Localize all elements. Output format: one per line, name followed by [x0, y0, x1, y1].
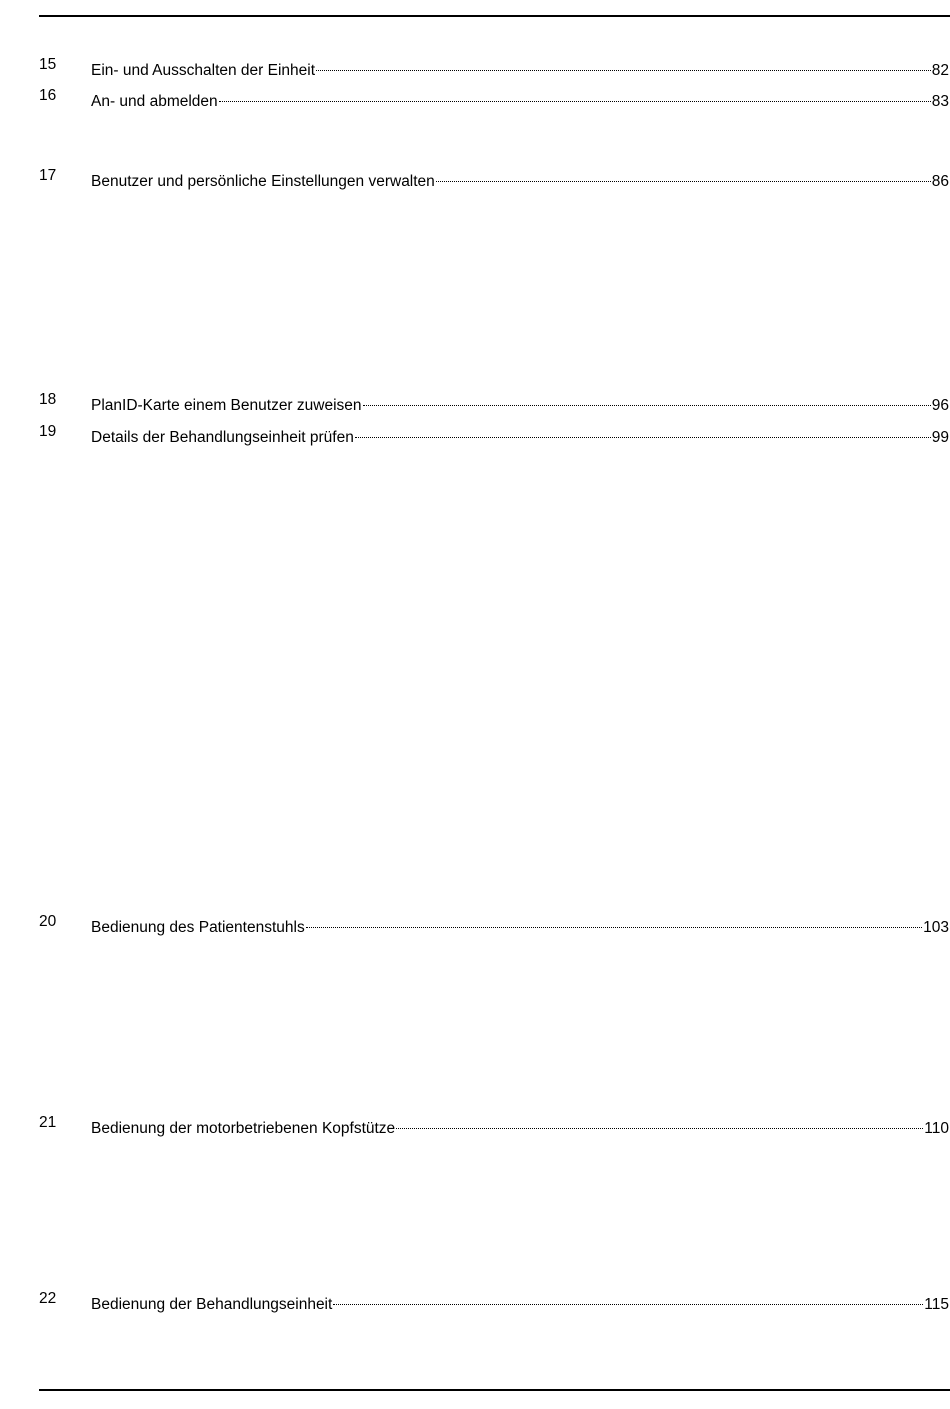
toc-entry-number: 20 — [39, 913, 57, 930]
toc-entry-number: 16 — [39, 87, 57, 104]
toc-dot-leader — [333, 1289, 923, 1309]
toc-entry-number: 15 — [39, 56, 57, 73]
toc-entry-title: An- und abmelden — [91, 93, 218, 110]
toc-entry-title: Bedienung der Behandlungseinheit — [91, 1296, 333, 1313]
toc-entry-19[interactable] — [0, 422, 950, 446]
toc-entry-title: PlanID-Karte einem Benutzer zuweisen — [91, 397, 362, 414]
toc-entry-number: 21 — [39, 1114, 57, 1131]
toc-entry-title: Benutzer und persönliche Einstellungen verwalten — [91, 173, 435, 190]
toc-entry-title: Details der Behandlungseinheit prüfen — [91, 429, 354, 446]
toc-dot-leader — [306, 912, 922, 932]
toc-entry-page: 86 — [931, 173, 949, 190]
toc-entry-title: Bedienung des Patientenstuhls — [91, 919, 305, 936]
toc-entry-21[interactable] — [0, 1113, 950, 1137]
toc-entry-number: 22 — [39, 1290, 57, 1307]
toc-entry-number: 18 — [39, 391, 57, 408]
toc-entry-page: 103 — [923, 919, 949, 936]
toc-entry-page: 96 — [931, 397, 949, 414]
footer-rule — [39, 1389, 950, 1391]
toc-entry-page: 110 — [924, 1120, 949, 1137]
toc-entry-number: 17 — [39, 167, 57, 184]
toc-dot-leader — [219, 86, 931, 106]
toc-dot-leader — [363, 390, 931, 410]
toc-dot-leader — [436, 166, 931, 186]
toc-entry-title: Ein- und Ausschalten der Einheit — [91, 62, 316, 79]
toc-entry-page: 99 — [931, 429, 949, 446]
toc-entry-17[interactable] — [0, 166, 950, 190]
toc-dot-leader — [316, 55, 931, 75]
toc-entry-page: 82 — [931, 62, 949, 79]
toc-entry-20[interactable] — [0, 912, 950, 936]
toc-entry-number: 19 — [39, 423, 57, 440]
toc-entry-22[interactable] — [0, 1289, 950, 1313]
toc-entry-page: 83 — [931, 93, 949, 110]
toc-entry-title: Bedienung der motorbetriebenen Kopfstütze — [91, 1120, 396, 1137]
toc-entry-16[interactable] — [0, 86, 950, 110]
toc-entry-18[interactable] — [0, 390, 950, 414]
toc-entry-15[interactable] — [0, 55, 950, 79]
toc-entry-page: 115 — [924, 1296, 949, 1313]
toc-dot-leader — [355, 422, 931, 442]
toc-dot-leader — [396, 1113, 923, 1133]
